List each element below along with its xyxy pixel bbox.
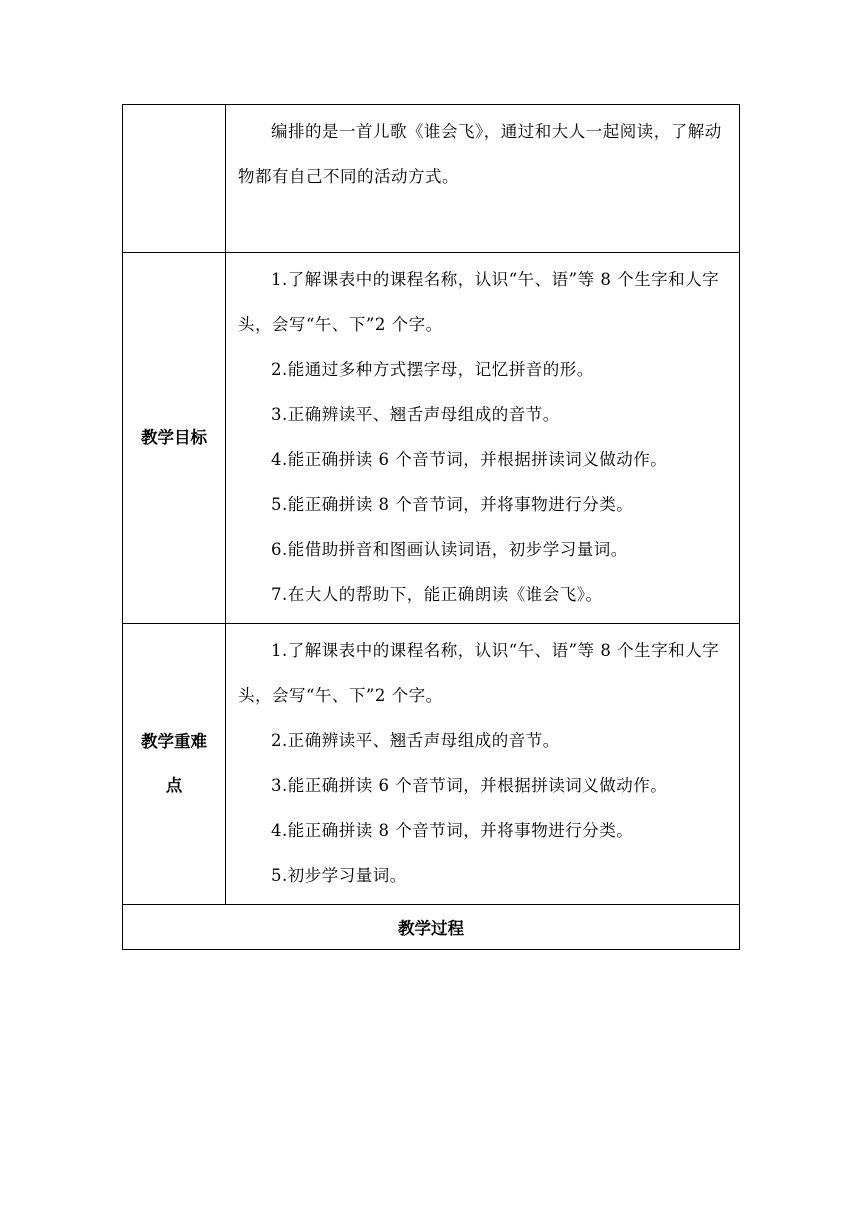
lesson-plan-table: [122, 104, 740, 950]
goals-label: 教学目标: [141, 428, 207, 447]
goal-item: 6.能借助拼音和图画认读词语，初步学习量词。: [271, 540, 628, 559]
key-points-label-cell: [123, 624, 226, 905]
key-point-item: 4.能正确拼读 8 个音节词，并将事物进行分类。: [271, 821, 634, 840]
key-points-label: 教学重难点: [141, 732, 207, 795]
goal-item: 2.能通过多种方式摆字母，记忆拼音的形。: [271, 360, 594, 379]
table-row-goals: [123, 253, 740, 624]
goals-content-cell: [226, 253, 740, 624]
goal-item: 5.能正确拼读 8 个音节词，并将事物进行分类。: [271, 495, 634, 514]
table-row-process: [123, 905, 740, 950]
key-point-item: 2.正确辨读平、翘舌声母组成的音节。: [271, 731, 560, 750]
goals-label-cell: [123, 253, 226, 624]
goal-item: 3.正确辨读平、翘舌声母组成的音节。: [271, 405, 560, 424]
key-point-item: 3.能正确拼读 6 个音节词，并根据拼读词义做动作。: [271, 776, 668, 795]
table-row-key-points: [123, 624, 740, 905]
intro-text: 编排的是一首儿歌《谁会飞》，通过和大人一起阅读，了解动物都有自己不同的活动方式。: [238, 122, 722, 186]
process-heading: 教学过程: [123, 905, 740, 950]
key-point-item: 1.了解课表中的课程名称，认识“午、语”等 8 个生字和人字头，会写“午、下”2 个字。: [238, 641, 720, 705]
intro-label-cell: [123, 105, 226, 253]
goal-item: 1.了解课表中的课程名称，认识“午、语”等 8 个生字和人字头，会写“午、下”2 个字。: [238, 270, 720, 334]
table-row-intro: [123, 105, 740, 253]
key-point-item: 5.初步学习量词。: [271, 866, 407, 885]
key-points-content-cell: [226, 624, 740, 905]
goal-item: 7.在大人的帮助下，能正确朗读《谁会飞》。: [271, 585, 603, 604]
intro-content-cell: [226, 105, 740, 253]
goal-item: 4.能正确拼读 6 个音节词，并根据拼读词义做动作。: [271, 450, 668, 469]
